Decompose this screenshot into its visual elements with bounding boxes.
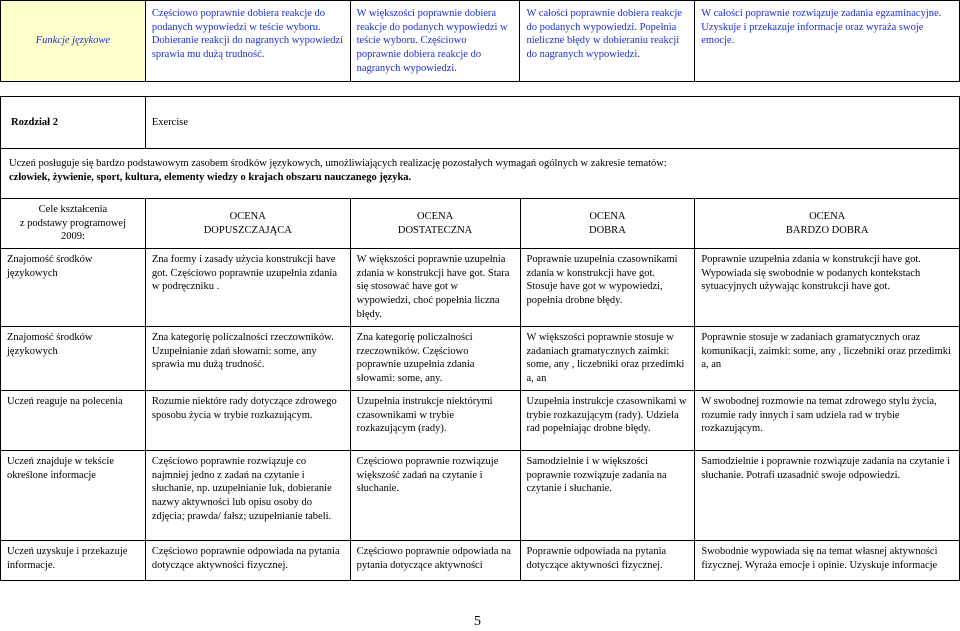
table-row: Uczeń znajduje w tekście określone informacje Częściowo poprawnie rozwiązuje co najmniej jedno z zadań na czytanie i słuchanie, np. uzupełnianie luk, dobieranie nazwy aktywności lub opisu osoby do zdjęcia; prawda/ fałsz; uzupełnianie tabeli. Częściowo poprawnie rozwiązuje większość zadań na czytanie i słuchanie. Samodzielnie i w większości poprawnie rozwiązuje zadania na czytanie i słuchanie. Samodzielnie i poprawnie rozwiązuje zadania na czytanie i słuchanie. Potrafi uzasadnić swoje odpowiedzi. — [1, 451, 960, 541]
main-table — [0, 96, 960, 581]
grade-header-3: OCENA DOSTATECZNA — [350, 199, 520, 249]
table-row: Znajomość środków językowych Zna formy i zasady użycia konstrukcji have got. Częściowo poprawnie uzupełnia zdania w podręczniku . W większości poprawnie uzupełnia zdania w konstrukcji have got. Stara się stosować have got w wypowiedzi, choć popełnia liczna błędy. Poprawnie uzupełnia czasownikami zdania w konstrukcji have got. Stosuje have got w wypowiedzi, popełnia drobne błędy. Poprawnie uzupełnia zdania w konstrukcji have got. Wypowiada się swobodnie w podanych kontekstach sytuacyjnych używając konstrukcji have got. — [1, 249, 960, 327]
goals-header: Cele kształcenia z podstawy programowej 2009: — [1, 199, 146, 249]
top-cell-3: W całości poprawnie dobiera reakcje do podanych wypowiedzi. Popełnia nieliczne błędy w dobieraniu reakcji do nagranych wypowiedzi. — [520, 1, 695, 82]
table-row: Znajomość środków językowych Zna kategorię policzalności rzeczowników. Uzupełnianie zdań słowami: some, any sprawia mu dużą trudność. Zna kategorię policzalności rzeczowników. Częściowo poprawnie uzupełnia zdania słowami: some, any. W większości poprawnie stosuje w zadaniach gramatycznych zaimki: some, any , liczebniki oraz przedimki a, an Poprawnie stosuje w zadaniach gramatycznych oraz komunikacji, zaimki: some, any , liczebniki oraz przedimki a, an — [1, 327, 960, 391]
chapter-name: Exercise — [145, 97, 959, 149]
grade-header-2: OCENA DOPUSZCZAJĄCA — [145, 199, 350, 249]
grade-header-4: OCENA DOBRA — [520, 199, 695, 249]
table-row: Uczeń reaguje na polecenia Rozumie niektóre rady dotyczące zdrowego sposobu życia w trybie rozkazującym. Uzupełnia instrukcje niektórymi czasownikami w trybie rozkazującym (rady). Uzupełnia instrukcje czasownikami w trybie rozkazującym (rady). Udziela rad popełniając drobne błędy. W swobodnej rozmowie na temat zdrowego stylu życia, rozumie rady innych i sam udziela rad w trybie rozkazującym. — [1, 391, 960, 451]
top-cell-4: W całości poprawnie rozwiązuje zadania egzaminacyjne. Uzyskuje i przekazuje informacje oraz wyraża swoje emocje. — [695, 1, 960, 82]
grade-header-5: OCENA BARDZO DOBRA — [695, 199, 960, 249]
intro-text — [1, 149, 960, 199]
top-cell-1: Częściowo poprawnie dobiera reakcje do podanych wypowiedzi w teście wyboru. Dobieranie reakcji do nagranych wypowiedzi sprawia mu dużą trudność. — [145, 1, 350, 82]
intro-line-1: Uczeń posługuje się bardzo podstawowym zasobem środków językowych, umożliwiających realizację pozostałych wymagań ogólnych w zakresie tematów: — [9, 158, 667, 169]
intro-line-2: człowiek, żywienie, sport, kultura, elementy wiedzy o krajach obszaru nauczanego języka. — [9, 171, 412, 183]
table-row: Uczeń uzyskuje i przekazuje informacje. Częściowo poprawnie odpowiada na pytania dotyczące aktywności fizycznej. Częściowo poprawnie odpowiada na pytania dotyczące aktywności Poprawnie odpowiada na pytania dotyczące aktywności fizycznej. Swobodnie wypowiada się na temat własnej aktywności fizycznej. Wyraża emocje i opinie. Uzyskuje informacje — [1, 541, 960, 581]
chapter-title: Rozdział 2 — [1, 97, 146, 149]
functions-label: Funkcje językowe — [1, 1, 146, 82]
top-cell-2: W większości poprawnie dobiera reakcje do podanych wypowiedzi w teście wyboru. Częściowo poprawnie dobiera reakcje do nagranych wypowiedzi. — [350, 1, 520, 82]
top-table — [0, 0, 960, 82]
page-number: 5 — [474, 614, 481, 629]
